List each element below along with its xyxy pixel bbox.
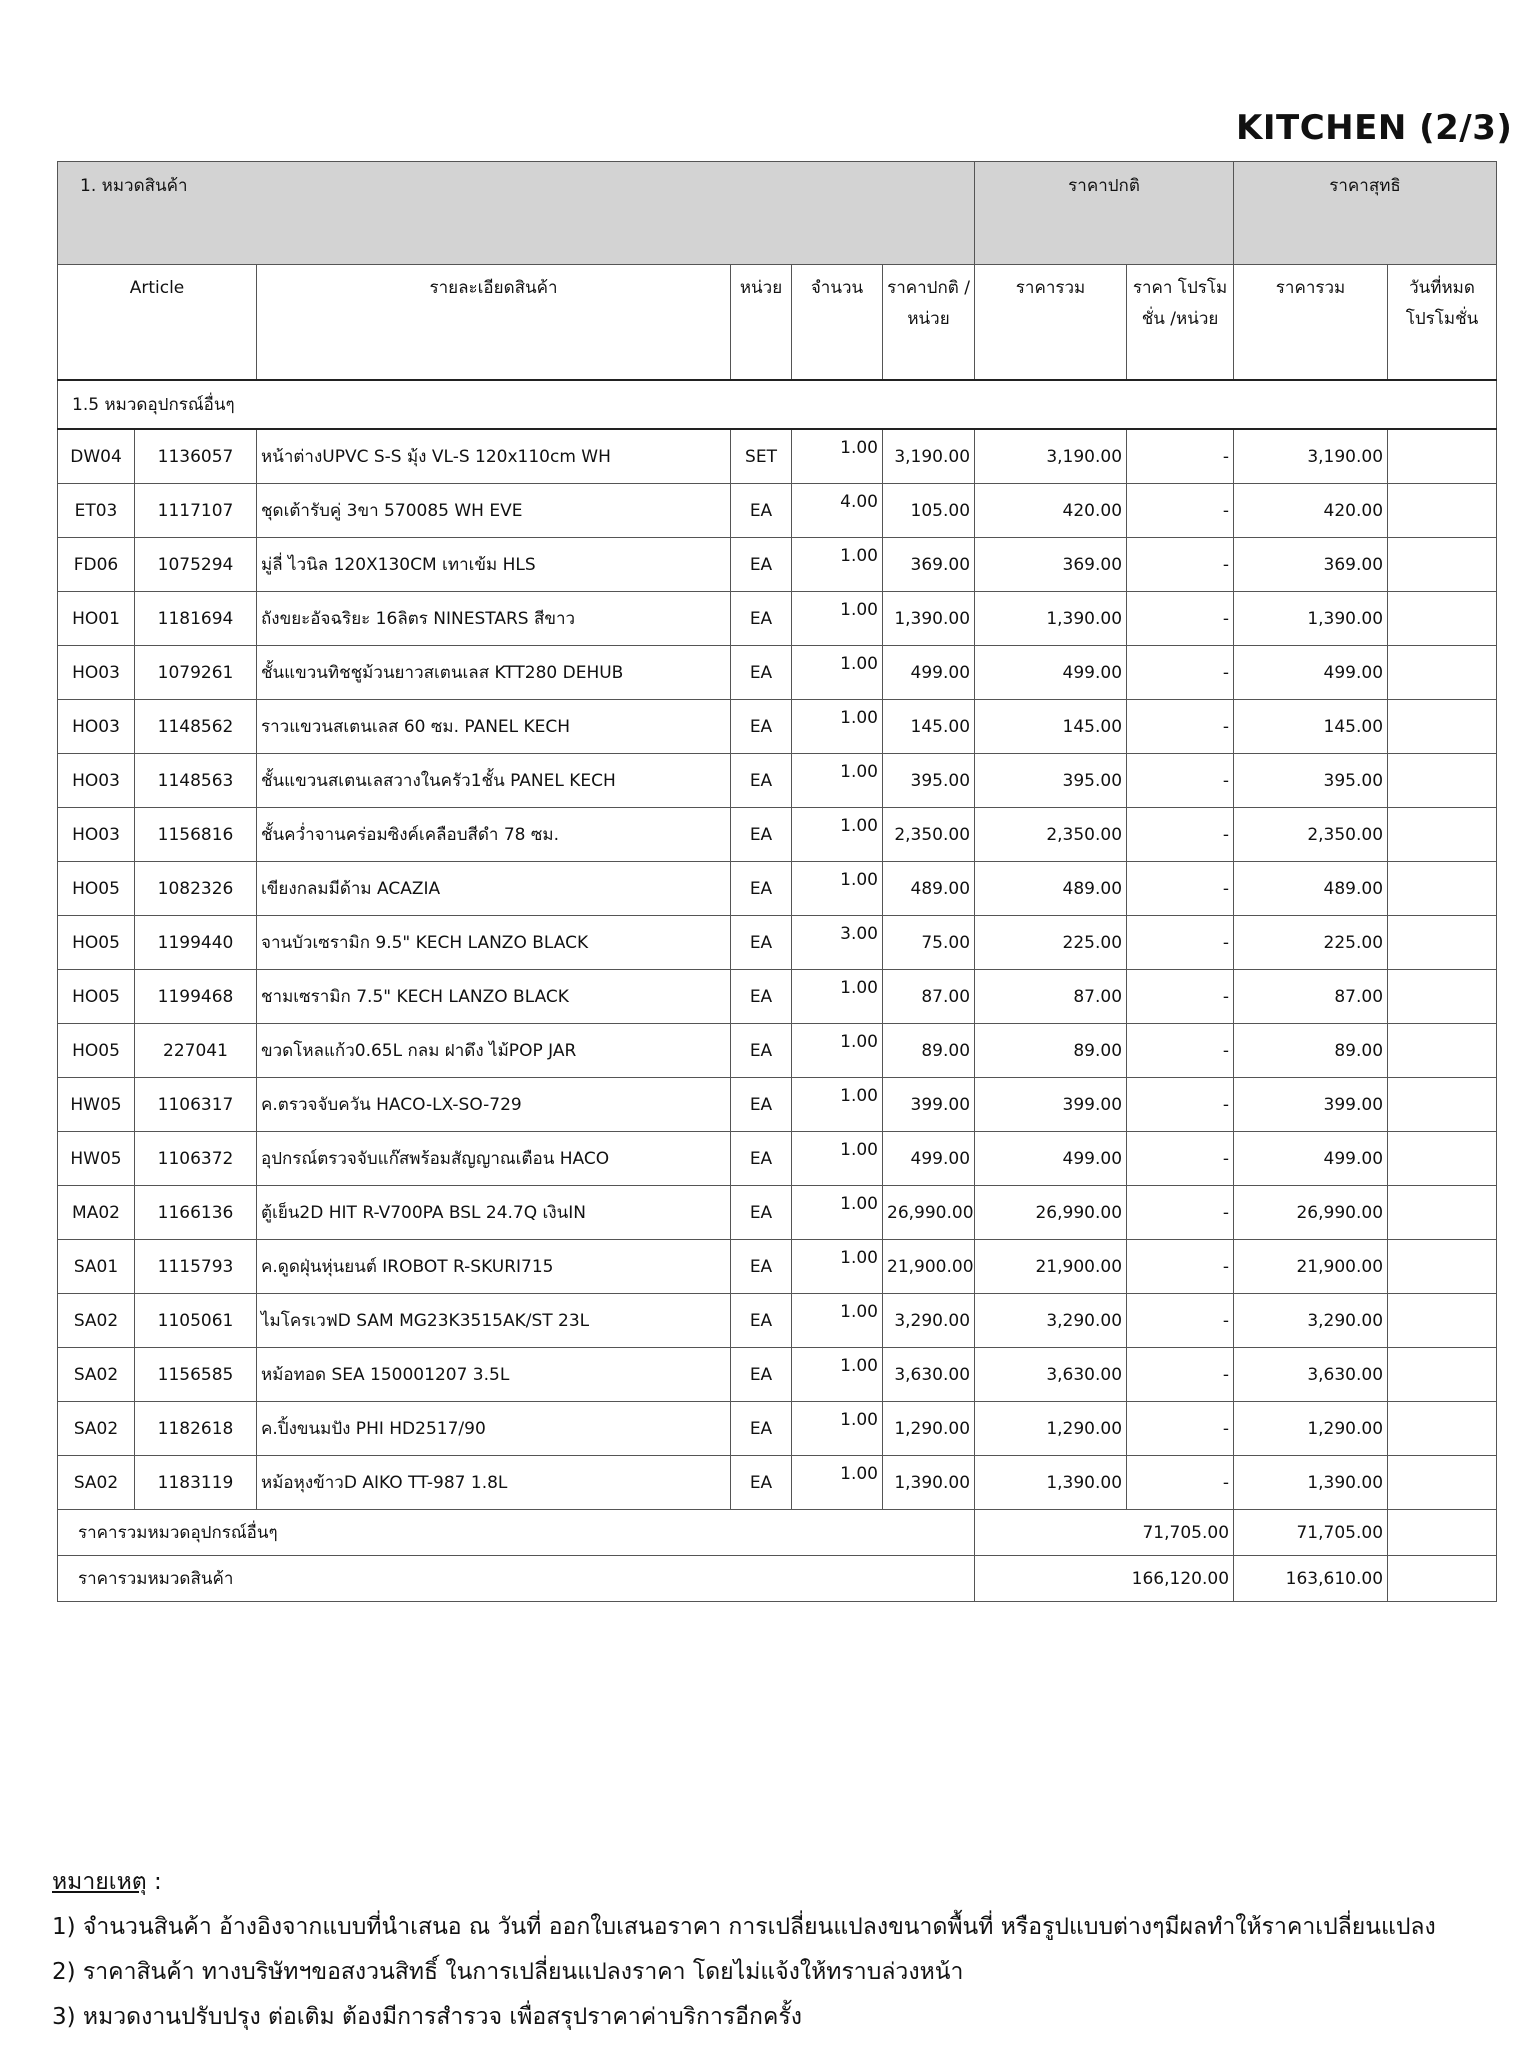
table-row: [58, 1456, 1497, 1510]
description-cell: ชั้นแขวนสเตนเลสวางในครัว1ชั้น PANEL KECH: [257, 754, 731, 808]
total-label: ราคารวมหมวดสินค้า: [58, 1556, 975, 1602]
article-number-cell: 1136057: [135, 429, 257, 484]
section-total-row: [58, 1510, 1497, 1556]
net-total-cell: 1,390.00: [1234, 592, 1388, 646]
unit-cell: EA: [731, 808, 792, 862]
promo-end-cell: [1388, 1456, 1497, 1510]
unit-cell: EA: [731, 484, 792, 538]
table-row: [58, 808, 1497, 862]
net-total-cell: 489.00: [1234, 862, 1388, 916]
unit-price-cell: 1,390.00: [883, 592, 975, 646]
description-cell: อุปกรณ์ตรวจจับแก๊สพร้อมสัญญาณเตือน HACO: [257, 1132, 731, 1186]
item-code-cell: HO03: [58, 646, 135, 700]
table-row: [58, 429, 1497, 484]
net-total-cell: 499.00: [1234, 646, 1388, 700]
unit-price-cell: 3,630.00: [883, 1348, 975, 1402]
normal-total-cell: 499.00: [975, 1132, 1127, 1186]
table-row: [58, 1402, 1497, 1456]
table-row: [58, 1240, 1497, 1294]
unit-price-cell: 145.00: [883, 700, 975, 754]
table-row: [58, 1024, 1497, 1078]
unit-price-cell: 369.00: [883, 538, 975, 592]
promo-end-cell: [1388, 538, 1497, 592]
item-code-cell: SA02: [58, 1456, 135, 1510]
unit-cell: EA: [731, 862, 792, 916]
total-net-value: 71,705.00: [1234, 1510, 1388, 1556]
promo-end-cell: [1388, 1294, 1497, 1348]
net-total-cell: 2,350.00: [1234, 808, 1388, 862]
unit-cell: EA: [731, 916, 792, 970]
description-cell: ชุดเต้ารับคู่ 3ขา 570085 WH EVE: [257, 484, 731, 538]
unit-price-cell: 3,190.00: [883, 429, 975, 484]
normal-total-cell: 3,630.00: [975, 1348, 1127, 1402]
description-cell: จานบัวเซรามิก 9.5" KECH LANZO BLACK: [257, 916, 731, 970]
description-cell: ค.ดูดฝุ่นหุ่นยนต์ IROBOT R-SKURI715: [257, 1240, 731, 1294]
unit-price-cell: 89.00: [883, 1024, 975, 1078]
promo-price-cell: -: [1127, 1078, 1234, 1132]
total-empty-cell: [1388, 1556, 1497, 1602]
unit-cell: EA: [731, 646, 792, 700]
net-total-cell: 3,630.00: [1234, 1348, 1388, 1402]
item-code-cell: HO05: [58, 1024, 135, 1078]
promo-price-cell: -: [1127, 916, 1234, 970]
normal-total-cell: 2,350.00: [975, 808, 1127, 862]
normal-total-cell: 1,290.00: [975, 1402, 1127, 1456]
article-number-cell: 1082326: [135, 862, 257, 916]
promo-end-cell: [1388, 484, 1497, 538]
item-code-cell: SA02: [58, 1402, 135, 1456]
normal-total-cell: 225.00: [975, 916, 1127, 970]
article-number-cell: 1148563: [135, 754, 257, 808]
article-number-cell: 1106317: [135, 1078, 257, 1132]
category-header-row: [58, 162, 1497, 265]
quantity-cell: 1.00: [792, 538, 883, 592]
normal-total-cell: 369.00: [975, 538, 1127, 592]
item-code-cell: HW05: [58, 1078, 135, 1132]
unit-cell: EA: [731, 700, 792, 754]
unit-price-cell: 499.00: [883, 646, 975, 700]
normal-total-cell: 21,900.00: [975, 1240, 1127, 1294]
quantity-cell: 1.00: [792, 592, 883, 646]
table-row: [58, 970, 1497, 1024]
net-total-cell: 369.00: [1234, 538, 1388, 592]
description-cell: ราวแขวนสเตนเลส 60 ซม. PANEL KECH: [257, 700, 731, 754]
article-number-cell: 1105061: [135, 1294, 257, 1348]
article-number-cell: 1117107: [135, 484, 257, 538]
item-code-cell: MA02: [58, 1186, 135, 1240]
quantity-cell: 1.00: [792, 700, 883, 754]
quantity-cell: 1.00: [792, 1456, 883, 1510]
promo-price-cell: -: [1127, 808, 1234, 862]
unit-cell: EA: [731, 592, 792, 646]
table-row: [58, 538, 1497, 592]
unit-price-cell: 499.00: [883, 1132, 975, 1186]
unit-price-cell: 75.00: [883, 916, 975, 970]
description-cell: ไมโครเวฟD SAM MG23K3515AK/ST 23L: [257, 1294, 731, 1348]
description-cell: ชามเซรามิก 7.5" KECH LANZO BLACK: [257, 970, 731, 1024]
table-row: [58, 862, 1497, 916]
article-number-cell: 1156585: [135, 1348, 257, 1402]
category-total-row: [58, 1556, 1497, 1602]
promo-price-cell: -: [1127, 1024, 1234, 1078]
promo-end-cell: [1388, 429, 1497, 484]
item-code-cell: DW04: [58, 429, 135, 484]
quantity-cell: 1.00: [792, 754, 883, 808]
unit-cell: EA: [731, 1186, 792, 1240]
quantity-cell: 1.00: [792, 1294, 883, 1348]
article-number-cell: 1148562: [135, 700, 257, 754]
promo-price-cell: -: [1127, 484, 1234, 538]
normal-total-cell: 1,390.00: [975, 592, 1127, 646]
promo-end-cell: [1388, 970, 1497, 1024]
unit-cell: SET: [731, 429, 792, 484]
article-number-cell: 1181694: [135, 592, 257, 646]
column-header-article: Article: [58, 265, 257, 381]
notes-block: [52, 1860, 1436, 2040]
column-header-unit: หน่วย: [731, 265, 792, 381]
unit-cell: EA: [731, 1294, 792, 1348]
article-number-cell: 1182618: [135, 1402, 257, 1456]
item-code-cell: HO05: [58, 862, 135, 916]
description-cell: หน้าต่างUPVC S-S มุ้ง VL-S 120x110cm WH: [257, 429, 731, 484]
item-code-cell: HO03: [58, 808, 135, 862]
normal-total-cell: 489.00: [975, 862, 1127, 916]
promo-price-cell: -: [1127, 1348, 1234, 1402]
promo-end-cell: [1388, 808, 1497, 862]
description-cell: มู่ลี่ ไวนิล 120X130CM เทาเข้ม HLS: [257, 538, 731, 592]
normal-total-cell: 395.00: [975, 754, 1127, 808]
unit-cell: EA: [731, 1240, 792, 1294]
description-cell: หม้อทอด SEA 150001207 3.5L: [257, 1348, 731, 1402]
quantity-cell: 1.00: [792, 808, 883, 862]
normal-total-cell: 3,190.00: [975, 429, 1127, 484]
article-number-cell: 1199440: [135, 916, 257, 970]
total-empty-cell: [1388, 1510, 1497, 1556]
description-cell: ขวดโหลแก้ว0.65L กลม ฝาดึง ไม้POP JAR: [257, 1024, 731, 1078]
total-normal-value: 71,705.00: [975, 1510, 1234, 1556]
normal-total-cell: 89.00: [975, 1024, 1127, 1078]
table-row: [58, 592, 1497, 646]
net-total-cell: 21,900.00: [1234, 1240, 1388, 1294]
item-code-cell: HO05: [58, 916, 135, 970]
column-header-net-total: ราคารวม: [1234, 265, 1388, 381]
description-cell: ค.ปิ้งขนมปัง PHI HD2517/90: [257, 1402, 731, 1456]
normal-total-cell: 399.00: [975, 1078, 1127, 1132]
promo-end-cell: [1388, 1024, 1497, 1078]
unit-price-cell: 3,290.00: [883, 1294, 975, 1348]
quantity-cell: 3.00: [792, 916, 883, 970]
description-cell: ชั้นแขวนทิชชูม้วนยาวสเตนเลส KTT280 DEHUB: [257, 646, 731, 700]
promo-end-cell: [1388, 1186, 1497, 1240]
table-row: [58, 1348, 1497, 1402]
promo-end-cell: [1388, 1132, 1497, 1186]
total-normal-value: 166,120.00: [975, 1556, 1234, 1602]
unit-cell: EA: [731, 754, 792, 808]
item-code-cell: ET03: [58, 484, 135, 538]
unit-price-cell: 87.00: [883, 970, 975, 1024]
promo-price-cell: -: [1127, 646, 1234, 700]
column-header-quantity: จำนวน: [792, 265, 883, 381]
column-header-unit-price: ราคาปกติ /หน่วย: [883, 265, 975, 381]
note-item: 2) ราคาสินค้า ทางบริษัทฯขอสงวนสิทธิ์ ในการเปลี่ยนแปลงราคา โดยไม่แจ้งให้ทราบล่วงหน้า: [52, 1959, 964, 1985]
promo-price-cell: -: [1127, 429, 1234, 484]
net-total-cell: 499.00: [1234, 1132, 1388, 1186]
column-header-row: [58, 265, 1497, 381]
page-title: KITCHEN (2/3): [1236, 108, 1513, 148]
article-number-cell: 1156816: [135, 808, 257, 862]
unit-price-cell: 395.00: [883, 754, 975, 808]
article-number-cell: 1075294: [135, 538, 257, 592]
quantity-cell: 1.00: [792, 1186, 883, 1240]
net-total-cell: 3,190.00: [1234, 429, 1388, 484]
net-price-header: ราคาสุทธิ: [1234, 162, 1497, 265]
net-total-cell: 420.00: [1234, 484, 1388, 538]
quantity-cell: 1.00: [792, 429, 883, 484]
promo-price-cell: -: [1127, 700, 1234, 754]
normal-total-cell: 3,290.00: [975, 1294, 1127, 1348]
net-total-cell: 1,290.00: [1234, 1402, 1388, 1456]
promo-price-cell: -: [1127, 592, 1234, 646]
quantity-cell: 1.00: [792, 970, 883, 1024]
article-number-cell: 227041: [135, 1024, 257, 1078]
item-code-cell: HW05: [58, 1132, 135, 1186]
net-total-cell: 395.00: [1234, 754, 1388, 808]
item-code-cell: HO05: [58, 970, 135, 1024]
promo-price-cell: -: [1127, 1240, 1234, 1294]
promo-price-cell: -: [1127, 754, 1234, 808]
unit-price-cell: 26,990.00: [883, 1186, 975, 1240]
unit-price-cell: 399.00: [883, 1078, 975, 1132]
normal-total-cell: 1,390.00: [975, 1456, 1127, 1510]
table-row: [58, 1186, 1497, 1240]
unit-cell: EA: [731, 1402, 792, 1456]
promo-price-cell: -: [1127, 1456, 1234, 1510]
description-cell: ค.ตรวจจับควัน HACO-LX-SO-729: [257, 1078, 731, 1132]
promo-price-cell: -: [1127, 1186, 1234, 1240]
unit-price-cell: 105.00: [883, 484, 975, 538]
normal-total-cell: 420.00: [975, 484, 1127, 538]
quantity-cell: 1.00: [792, 1348, 883, 1402]
table-row: [58, 1132, 1497, 1186]
promo-end-cell: [1388, 700, 1497, 754]
unit-price-cell: 1,290.00: [883, 1402, 975, 1456]
total-label: ราคารวมหมวดอุปกรณ์อื่นๆ: [58, 1510, 975, 1556]
table-row: [58, 916, 1497, 970]
unit-cell: EA: [731, 1024, 792, 1078]
net-total-cell: 26,990.00: [1234, 1186, 1388, 1240]
promo-end-cell: [1388, 862, 1497, 916]
unit-cell: EA: [731, 1078, 792, 1132]
promo-price-cell: -: [1127, 970, 1234, 1024]
promo-price-cell: -: [1127, 538, 1234, 592]
normal-price-header: ราคาปกติ: [975, 162, 1234, 265]
table-row: [58, 1294, 1497, 1348]
normal-total-cell: 145.00: [975, 700, 1127, 754]
column-header-normal-total: ราคารวม: [975, 265, 1127, 381]
promo-end-cell: [1388, 1348, 1497, 1402]
quantity-cell: 1.00: [792, 1240, 883, 1294]
item-code-cell: HO03: [58, 700, 135, 754]
quantity-cell: 1.00: [792, 1402, 883, 1456]
article-number-cell: 1079261: [135, 646, 257, 700]
promo-price-cell: -: [1127, 1402, 1234, 1456]
quotation-table: [57, 161, 1497, 1602]
item-code-cell: SA02: [58, 1294, 135, 1348]
table-row: [58, 484, 1497, 538]
normal-total-cell: 499.00: [975, 646, 1127, 700]
net-total-cell: 87.00: [1234, 970, 1388, 1024]
note-item: 1) จำนวนสินค้า อ้างอิงจากแบบที่นำเสนอ ณ วันที่ ออกใบเสนอราคา การเปลี่ยนแปลงขนาดพื้นที่ หรือรูปแบบต่างๆมีผลทำให้ราคาเปลี่ยนแปลง: [52, 1914, 1436, 1940]
article-number-cell: 1199468: [135, 970, 257, 1024]
column-header-promo-end: วันที่หมด โปรโมชั่น: [1388, 265, 1497, 381]
description-cell: หม้อหุงข้าวD AIKO TT-987 1.8L: [257, 1456, 731, 1510]
promo-end-cell: [1388, 592, 1497, 646]
section-row: [58, 380, 1497, 429]
promo-end-cell: [1388, 754, 1497, 808]
table-row: [58, 754, 1497, 808]
quantity-cell: 1.00: [792, 1078, 883, 1132]
promo-price-cell: -: [1127, 862, 1234, 916]
unit-price-cell: 2,350.00: [883, 808, 975, 862]
net-total-cell: 145.00: [1234, 700, 1388, 754]
promo-end-cell: [1388, 1402, 1497, 1456]
normal-total-cell: 26,990.00: [975, 1186, 1127, 1240]
category-header: 1. หมวดสินค้า: [58, 162, 975, 265]
note-item: 3) หมวดงานปรับปรุง ต่อเติม ต้องมีการสำรวจ เพื่อสรุปราคาค่าบริการอีกครั้ง: [52, 2004, 802, 2030]
article-number-cell: 1166136: [135, 1186, 257, 1240]
description-cell: ตู้เย็น2D HIT R-V700PA BSL 24.7Q เงินIN: [257, 1186, 731, 1240]
table-row: [58, 700, 1497, 754]
promo-price-cell: -: [1127, 1132, 1234, 1186]
promo-end-cell: [1388, 1240, 1497, 1294]
column-header-description: รายละเอียดสินค้า: [257, 265, 731, 381]
unit-cell: EA: [731, 1456, 792, 1510]
unit-price-cell: 1,390.00: [883, 1456, 975, 1510]
section-title: 1.5 หมวดอุปกรณ์อื่นๆ: [58, 380, 1497, 429]
quantity-cell: 1.00: [792, 646, 883, 700]
table-row: [58, 646, 1497, 700]
item-code-cell: HO03: [58, 754, 135, 808]
quantity-cell: 1.00: [792, 862, 883, 916]
net-total-cell: 225.00: [1234, 916, 1388, 970]
table-row: [58, 1078, 1497, 1132]
unit-cell: EA: [731, 1132, 792, 1186]
promo-end-cell: [1388, 916, 1497, 970]
item-code-cell: FD06: [58, 538, 135, 592]
description-cell: เขียงกลมมีด้าม ACAZIA: [257, 862, 731, 916]
promo-price-cell: -: [1127, 1294, 1234, 1348]
quantity-cell: 1.00: [792, 1024, 883, 1078]
quantity-cell: 4.00: [792, 484, 883, 538]
promo-end-cell: [1388, 646, 1497, 700]
unit-price-cell: 489.00: [883, 862, 975, 916]
normal-total-cell: 87.00: [975, 970, 1127, 1024]
article-number-cell: 1115793: [135, 1240, 257, 1294]
net-total-cell: 3,290.00: [1234, 1294, 1388, 1348]
description-cell: ชั้นคว่ำจานคร่อมซิงค์เคลือบสีดำ 78 ซม.: [257, 808, 731, 862]
notes-colon: :: [146, 1869, 162, 1895]
net-total-cell: 399.00: [1234, 1078, 1388, 1132]
column-header-promo-price: ราคา โปรโมชั่น /หน่วย: [1127, 265, 1234, 381]
item-code-cell: SA01: [58, 1240, 135, 1294]
item-code-cell: HO01: [58, 592, 135, 646]
quantity-cell: 1.00: [792, 1132, 883, 1186]
unit-cell: EA: [731, 970, 792, 1024]
article-number-cell: 1183119: [135, 1456, 257, 1510]
unit-price-cell: 21,900.00: [883, 1240, 975, 1294]
net-total-cell: 1,390.00: [1234, 1456, 1388, 1510]
item-code-cell: SA02: [58, 1348, 135, 1402]
description-cell: ถังขยะอัจฉริยะ 16ลิตร NINESTARS สีขาว: [257, 592, 731, 646]
unit-cell: EA: [731, 538, 792, 592]
unit-cell: EA: [731, 1348, 792, 1402]
notes-heading: หมายเหตุ: [52, 1869, 147, 1895]
promo-end-cell: [1388, 1078, 1497, 1132]
total-net-value: 163,610.00: [1234, 1556, 1388, 1602]
net-total-cell: 89.00: [1234, 1024, 1388, 1078]
article-number-cell: 1106372: [135, 1132, 257, 1186]
